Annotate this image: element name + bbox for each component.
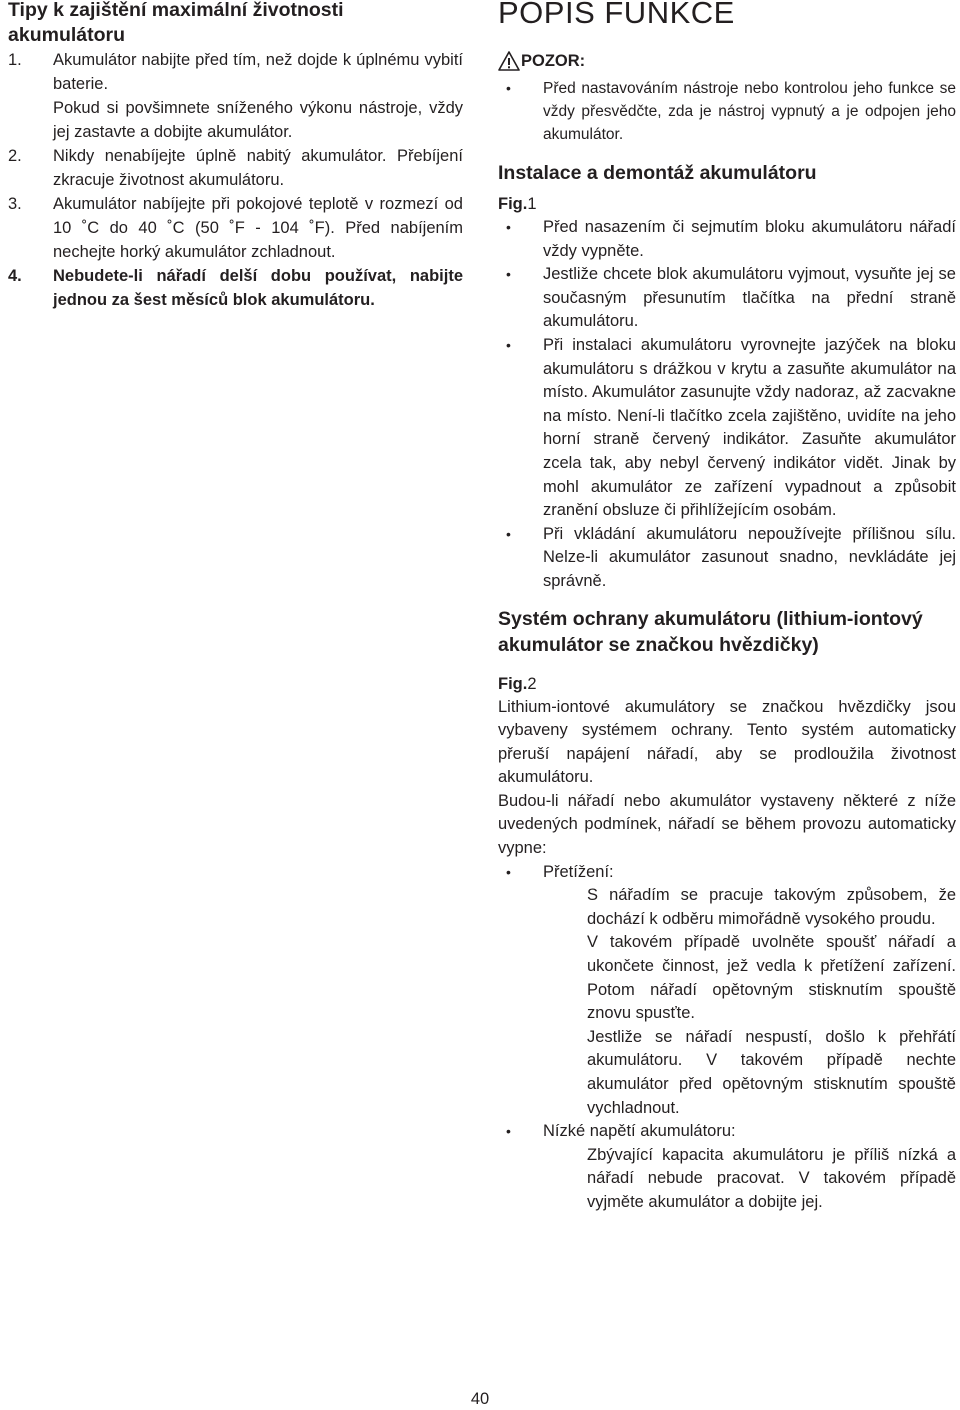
list-item (498, 1120, 956, 1144)
list-item (8, 144, 463, 192)
paragraph: Zbývající kapacita akumulátoru je příliš nízká a nářadí nebude pracovat. V takovém případě vyjměte akumulátor a dobijte jej. (587, 1145, 956, 1211)
bullet-icon: • (506, 336, 511, 353)
list-paragraph: Nebudete-li nářadí delší dobu používat, nabijte jednou za šest měsíců blok akumulátoru. (53, 267, 463, 309)
installation-list (498, 216, 956, 594)
list-item (498, 861, 956, 885)
figure-prefix: Fig. (498, 674, 528, 693)
section-heading: Instalace a demontáž akumulátoru (498, 162, 817, 184)
battery-tips-list (8, 48, 463, 312)
list-number: 3. (8, 195, 22, 213)
page-number: 40 (470, 1390, 490, 1408)
warning-label: POZOR: (521, 51, 586, 70)
list-paragraph: Akumulátor nabíjejte při pokojové teplotě v rozmezí od 10 ˚C do 40 ˚C (50 ˚F - 104 ˚F). Před nabíjením nechejte horký akumulátor zchladnout. (53, 195, 463, 261)
list-item (498, 523, 956, 594)
list-item (498, 77, 956, 146)
page-title: POPIS FUNKCE (498, 0, 735, 30)
conditions-list (498, 1120, 956, 1144)
paragraph: S nářadím se pracuje takovým způsobem, že dochází k odběru mimořádně vysokého proudu. (587, 886, 956, 928)
left-column (8, 0, 463, 312)
bullet-icon: • (506, 863, 511, 880)
figure-reference (498, 672, 956, 696)
list-text: Při vkládání akumulátoru nepoužívejte přílišnou sílu. Nelze-li akumulátor zasunout snadno, nevkládáte jej správně. (543, 524, 956, 590)
paragraph: Jestliže se nářadí nespustí, došlo k přehřátí akumulátoru. V takovém případě nechte akumulátor před opětovným stisknutím spouště vychladnout. (587, 1027, 956, 1117)
list-text: Jestliže chcete blok akumulátoru vyjmout, vysuňte jej se současným přesunutím tlačítka na přední straně akumulátoru. (543, 265, 956, 331)
list-number: 2. (8, 147, 22, 165)
list-text: Nízké napětí akumulátoru: (543, 1122, 736, 1141)
bullet-icon: • (506, 80, 511, 96)
list-item (498, 263, 956, 334)
list-paragraph: Nikdy nenabíjejte úplně nabitý akumulátor. Přebíjení zkracuje životnost akumulátoru. (53, 147, 463, 189)
paragraph: V takovém případě uvolněte spoušť nářadí a ukončete činnost, jež vedla k přetížení zařízení. Potom nářadí opětovným stisknutím spouště znovu spusťte. (587, 933, 956, 1023)
bullet-icon: • (506, 525, 511, 542)
figure-reference (498, 192, 956, 216)
list-item (8, 192, 463, 264)
bullet-icon: • (506, 219, 511, 235)
section-heading: Systém ochrany akumulátoru (lithium-iontový akumulátor se značkou hvězdičky) (498, 607, 923, 656)
battery-tips-heading: Tipy k zajištění maximální životnosti akumulátoru (8, 0, 344, 46)
list-number: 1. (8, 51, 22, 69)
list-item (8, 264, 463, 312)
list-text: Při instalaci akumulátoru vyrovnejte jazýček na bloku akumulátoru s drážkou v krytu a zasuňte akumulátor na místo. Akumulátor zasunujte vždy nadoraz, až zacvakne na místo. Není-li tlačítko zcela zajištěno, uvidíte na jeho horní straně červený indikátor. Zasuňte akumulátor zcela tak, aby nebyl červený indikátor vidět. Jinak by mohl akumulátor ze zařízení vypadnout a způsobit zranění obsluze či přihlížejícím osobám. (543, 335, 956, 520)
list-text: Před nasazením či sejmutím bloku akumulátoru nářadí vždy vypněte. (543, 218, 956, 260)
figure-number: 1 (527, 195, 537, 213)
bullet-icon: • (506, 266, 511, 283)
warning-list (498, 77, 956, 146)
list-item (8, 48, 463, 144)
figure-number: 2 (527, 674, 537, 693)
list-number: 4. (8, 267, 22, 285)
list-text: Před nastavováním nástroje nebo kontrolou jeho funkce se vždy přesvědčte, zda je nástroj vypnutý a je odpojen jeho akumulátor. (543, 80, 956, 143)
conditions-list (498, 861, 956, 885)
list-item (498, 216, 956, 263)
list-paragraph: Pokud si povšimnete sníženého výkonu nástroje, vždy jej zastavte a dobijte akumulátor. (53, 99, 463, 141)
right-column (498, 0, 956, 1215)
warning-triangle-icon (498, 51, 520, 71)
bullet-icon: • (506, 1123, 511, 1140)
list-paragraph: Akumulátor nabijte před tím, než dojde k úplnému vybití baterie. (53, 51, 463, 93)
warning-label-row (498, 50, 956, 72)
list-text: Přetížení: (543, 862, 614, 881)
list-item (498, 334, 956, 523)
figure-prefix: Fig. (498, 195, 528, 213)
paragraph: Budou-li nářadí nebo akumulátor vystaveny některé z níže uvedených podmínek, nářadí se během provozu automaticky vypne: (498, 791, 956, 858)
paragraph: Lithium-iontové akumulátory se značkou hvězdičky jsou vybaveny systémem ochrany. Tento systém automaticky přeruší napájení nářadí, aby se prodloužila životnost akumulátoru. (498, 697, 956, 787)
